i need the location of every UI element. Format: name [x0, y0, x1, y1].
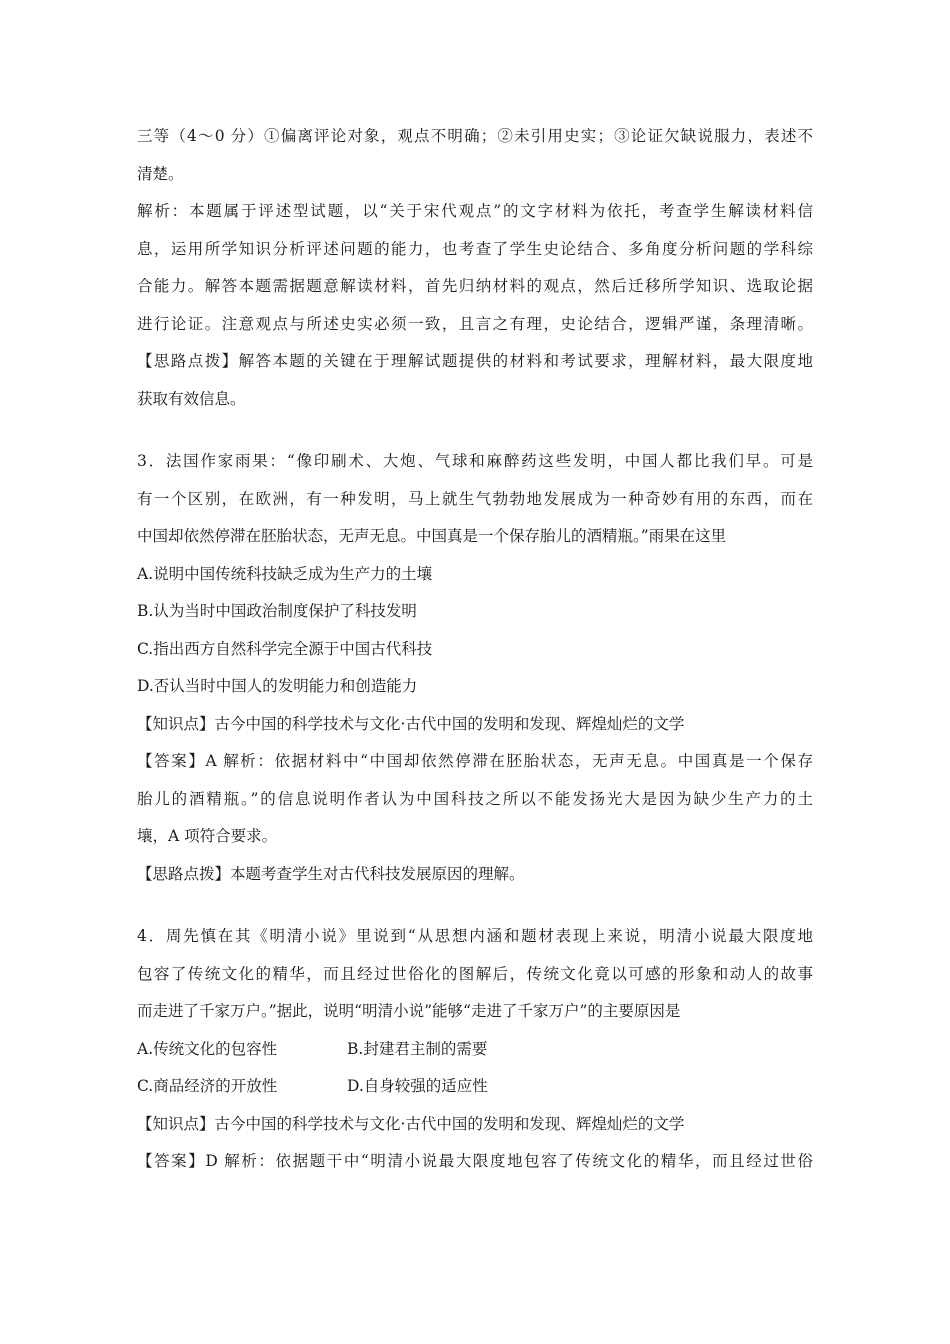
tip-line: 【思路点拨】解答本题的关键在于理解试题提供的材料和考试要求，理解材料，最大限度地	[137, 352, 813, 370]
option-d: D.自身较强的适应性	[347, 1077, 488, 1095]
tip-line: 获取有效信息。	[137, 389, 246, 408]
document-page	[137, 118, 813, 1181]
option-a: A.说明中国传统科技缺乏成为生产力的土壤	[137, 564, 433, 583]
analysis-line: 解析：本题属于评述型试题，以“关于宋代观点”的文字材料为依托，考查学生解读材料信	[137, 202, 813, 220]
option-d: D.否认当时中国人的发明能力和创造能力	[137, 677, 418, 695]
knowledge-point: 【知识点】古今中国的科学技术与文化·古代中国的发明和发现、辉煌灿烂的文学	[137, 1114, 685, 1133]
text-line: 清楚。	[137, 164, 184, 183]
question-stem-line: 4．周先慎在其《明清小说》里说到“从思想内涵和题材表现上来说，明清小说最大限度地	[137, 927, 813, 945]
question-stem-line: 中国却依然停滞在胚胎状态，无声无息。中国真是一个保存胎儿的酒精瓶。”雨果在这里	[137, 527, 727, 545]
option-b: B.认为当时中国政治制度保护了科技发明	[137, 602, 417, 620]
answer-line: 【答案】D 解析：依据题干中“明清小说最大限度地包容了传统文化的精华，而且经过世俗	[137, 1152, 813, 1170]
tip-line: 【思路点拨】本题考查学生对古代科技发展原因的理解。	[137, 864, 525, 883]
answer-line: 胎儿的酒精瓶。”的信息说明作者认为中国科技之所以不能发扬光大是因为缺少生产力的土	[137, 789, 813, 808]
option-c: C.商品经济的开放性	[137, 1077, 278, 1095]
option-row	[137, 1068, 813, 1106]
analysis-line: 息，运用所学知识分析评述问题的能力，也考查了学生史论结合、多角度分析问题的学科综	[137, 239, 813, 258]
question-4	[137, 918, 813, 1181]
answer-line: 【答案】A 解析：依据材料中“中国却依然停滞在胚胎状态，无声无息。中国真是一个保存	[137, 752, 813, 770]
question-stem-line: 有一个区别，在欧洲，有一种发明，马上就生气勃勃地发展成为一种奇妙有用的东西，而在	[137, 489, 813, 508]
text-line: 三等（4～0 分）①偏离评论对象，观点不明确；②未引用史实；③论证欠缺说服力，表述不	[137, 127, 813, 145]
knowledge-point: 【知识点】古今中国的科学技术与文化·古代中国的发明和发现、辉煌灿烂的文学	[137, 714, 685, 733]
question-stem-line: 3．法国作家雨果：“像印刷术、大炮、气球和麻醉药这些发明，中国人都比我们早。可是	[137, 452, 813, 470]
option-c: C.指出西方自然科学完全源于中国古代科技	[137, 639, 433, 658]
option-a: A.传统文化的包容性	[137, 1039, 278, 1058]
answer-line: 壤，A 项符合要求。	[137, 827, 278, 845]
question-3	[137, 443, 813, 893]
option-b: B.封建君主制的需要	[347, 1039, 488, 1058]
grading-analysis-block	[137, 118, 813, 418]
question-stem-line: 包容了传统文化的精华，而且经过世俗化的图解后，传统文化竟以可感的形象和动人的故事	[137, 964, 813, 983]
option-row	[137, 1031, 813, 1069]
analysis-line: 进行论证。注意观点与所述史实必须一致，且言之有理，史论结合，逻辑严谨，条理清晰。	[137, 314, 813, 333]
analysis-line: 合能力。解答本题需据题意解读材料，首先归纳材料的观点，然后迁移所学知识、选取论据	[137, 277, 813, 295]
question-stem-line: 而走进了千家万户。”据此，说明“明清小说”能够“走进了千家万户”的主要原因是	[137, 1002, 681, 1020]
